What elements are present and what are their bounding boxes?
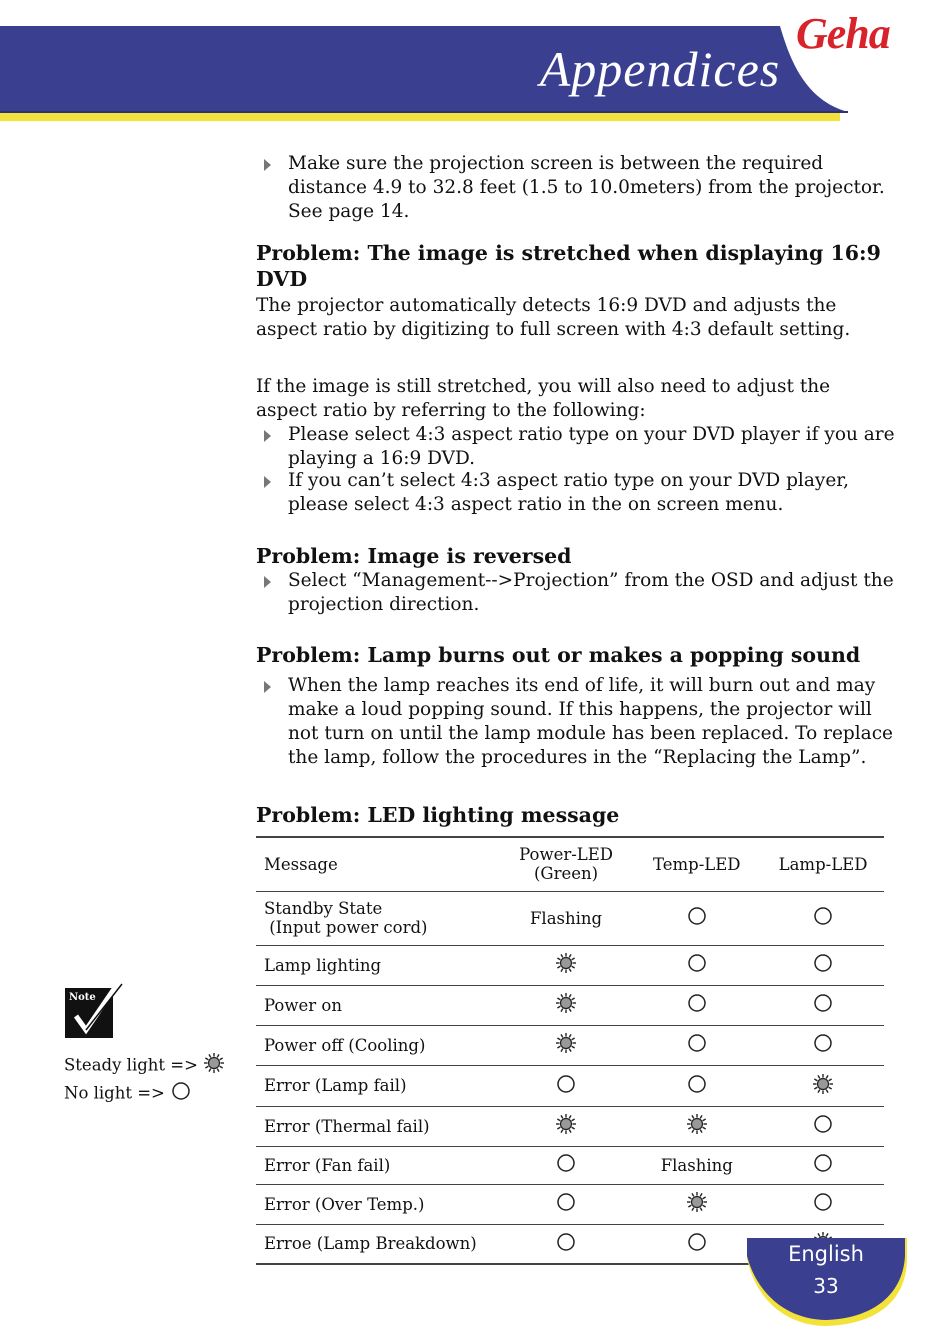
led-off-icon <box>555 1191 577 1217</box>
led-on-icon <box>686 1191 708 1217</box>
lamp-led-cell <box>762 1184 884 1224</box>
lamp-led-cell <box>762 1065 884 1106</box>
led-off-icon <box>170 1080 192 1102</box>
section-heading: Problem: The image is stretched when displaying 16:9 DVD <box>256 241 881 291</box>
power-led-cell: Flashing <box>501 891 632 945</box>
row-message: Power off (Cooling) <box>256 1025 501 1065</box>
led-off-icon <box>812 1113 834 1139</box>
table-row <box>256 985 884 1025</box>
row-message: Power on <box>256 985 501 1025</box>
section-heading: Problem: Lamp burns out or makes a popping sound <box>256 643 861 667</box>
led-table <box>256 836 884 1265</box>
led-off-icon <box>686 1073 708 1099</box>
row-message: Lamp lighting <box>256 945 501 985</box>
led-off-icon <box>812 992 834 1018</box>
paragraph: If the image is still stretched, you will also need to adjust the aspect ratio by referring to the following: <box>256 376 831 421</box>
header-temp-led: Temp-LED <box>631 837 762 891</box>
led-on-icon <box>555 1113 577 1135</box>
section-heading: Problem: LED lighting message <box>256 803 620 827</box>
header-lamp-led: Lamp-LED <box>762 837 884 891</box>
temp-led-cell <box>631 1106 762 1146</box>
led-off-icon <box>812 1152 834 1178</box>
bullet-arrow-icon <box>264 430 271 442</box>
led-off-icon <box>812 952 834 978</box>
led-off-icon <box>812 1113 834 1135</box>
led-off-icon <box>555 1073 577 1099</box>
led-on-icon <box>555 1032 577 1054</box>
led-on-icon <box>555 952 577 978</box>
lamp-led-cell <box>762 1106 884 1146</box>
led-off-icon <box>170 1080 192 1108</box>
row-message: Error (Over Temp.) <box>256 1184 501 1224</box>
led-off-icon <box>812 1152 834 1174</box>
led-on-icon <box>555 992 577 1018</box>
power-led-cell <box>501 1025 632 1065</box>
temp-led-cell: Flashing <box>631 1146 762 1184</box>
table-row <box>256 1146 884 1184</box>
led-on-icon <box>555 1032 577 1058</box>
lamp-led-cell <box>762 985 884 1025</box>
header-message: Message <box>256 837 501 891</box>
led-off-icon <box>555 1152 577 1174</box>
led-on-icon <box>686 1191 708 1213</box>
lamp-led-cell <box>762 1025 884 1065</box>
led-off-icon <box>686 1032 708 1054</box>
paragraph: The projector automatically detects 16:9 DVD and adjusts the aspect ratio by digitizing to full screen with 4:3 default setting. <box>256 295 851 340</box>
temp-led-cell <box>631 985 762 1025</box>
brand-logo: Geha <box>796 9 890 58</box>
row-message: Error (Thermal fail) <box>256 1106 501 1146</box>
list-item: Please select 4:3 aspect ratio type on your DVD player if you are playing a 16:9 DVD. <box>256 423 896 471</box>
temp-led-cell <box>631 1065 762 1106</box>
table-header-row <box>256 837 884 891</box>
led-off-icon <box>812 952 834 974</box>
power-led-cell <box>501 1106 632 1146</box>
list-item: Select “Management-->Projection” from the OSD and adjust the projection direction. <box>256 569 896 617</box>
row-message: Error (Fan fail) <box>256 1146 501 1184</box>
page-title: Appendices <box>539 41 781 97</box>
power-led-cell <box>501 1146 632 1184</box>
led-off-icon <box>812 905 834 931</box>
main-content <box>256 152 896 1265</box>
footer-language: English <box>788 1242 864 1266</box>
led-off-icon <box>686 952 708 974</box>
row-message: Standby State (Input power cord) <box>256 891 501 945</box>
note-label: Note <box>69 992 96 1003</box>
temp-led-cell <box>631 1184 762 1224</box>
led-off-icon <box>812 905 834 927</box>
led-off-icon <box>812 1032 834 1054</box>
legend-steady: Steady light => <box>64 1052 225 1080</box>
bullet-arrow-icon <box>264 476 271 488</box>
row-message: Error (Lamp fail) <box>256 1065 501 1106</box>
table-row <box>256 891 884 945</box>
list-item: When the lamp reaches its end of life, it will burn out and may make a loud popping sound. If this happens, the projector will not turn on until the lamp module has been replaced. To replace the lamp, follow the procedures in the “Replacing the Lamp”. <box>256 674 896 770</box>
led-off-icon <box>812 1191 834 1213</box>
led-off-icon <box>555 1231 577 1257</box>
temp-led-cell <box>631 891 762 945</box>
led-off-icon <box>686 1231 708 1257</box>
led-on-icon <box>686 1113 708 1139</box>
led-legend <box>64 1052 225 1108</box>
led-off-icon <box>686 1073 708 1095</box>
power-led-cell <box>501 945 632 985</box>
temp-led-cell <box>631 1025 762 1065</box>
led-off-icon <box>686 905 708 927</box>
legend-none: No light => <box>64 1080 225 1108</box>
table-row <box>256 1106 884 1146</box>
lamp-led-cell <box>762 945 884 985</box>
led-off-icon <box>686 1231 708 1253</box>
row-message: Erroe (Lamp Breakdown) <box>256 1224 501 1264</box>
led-on-icon <box>686 1113 708 1135</box>
led-off-icon <box>686 1032 708 1058</box>
led-off-icon <box>812 1191 834 1217</box>
led-off-icon <box>686 992 708 1014</box>
page-footer <box>745 1238 907 1328</box>
power-led-cell <box>501 985 632 1025</box>
led-off-icon <box>555 1073 577 1095</box>
lamp-led-cell <box>762 1146 884 1184</box>
led-off-icon <box>555 1231 577 1253</box>
led-off-icon <box>555 1191 577 1213</box>
led-on-icon <box>812 1073 834 1095</box>
lamp-led-cell <box>762 891 884 945</box>
power-led-cell <box>501 1065 632 1106</box>
power-led-cell <box>501 1224 632 1264</box>
bullet-arrow-icon <box>264 681 271 693</box>
power-led-cell <box>501 1184 632 1224</box>
led-on-icon <box>555 1113 577 1139</box>
led-off-icon <box>812 992 834 1014</box>
led-off-icon <box>686 952 708 978</box>
table-row <box>256 945 884 985</box>
led-on-icon <box>555 992 577 1014</box>
table-row <box>256 1025 884 1065</box>
temp-led-cell <box>631 945 762 985</box>
bullet-arrow-icon <box>264 159 271 171</box>
led-off-icon <box>812 1032 834 1058</box>
section-heading: Problem: Image is reversed <box>256 544 572 568</box>
led-on-icon <box>555 952 577 974</box>
table-row <box>256 1065 884 1106</box>
temp-led-cell <box>631 1224 762 1264</box>
page-number: 33 <box>813 1274 839 1298</box>
list-item: Make sure the projection screen is between the required distance 4.9 to 32.8 feet (1.5 to 10.0meters) from the projector. See page 14. <box>256 152 896 224</box>
table-row <box>256 1184 884 1224</box>
led-on-icon <box>203 1052 225 1080</box>
led-off-icon <box>686 992 708 1018</box>
led-off-icon <box>686 905 708 931</box>
list-item: If you can’t select 4:3 aspect ratio type on your DVD player, please select 4:3 aspect ratio in the on screen menu. <box>256 469 896 517</box>
header-power-led: Power-LED (Green) <box>501 837 632 891</box>
led-off-icon <box>555 1152 577 1178</box>
page-header <box>0 0 950 125</box>
bullet-arrow-icon <box>264 576 271 588</box>
led-on-icon <box>203 1052 225 1074</box>
led-on-icon <box>812 1073 834 1099</box>
note-icon <box>64 982 124 1040</box>
